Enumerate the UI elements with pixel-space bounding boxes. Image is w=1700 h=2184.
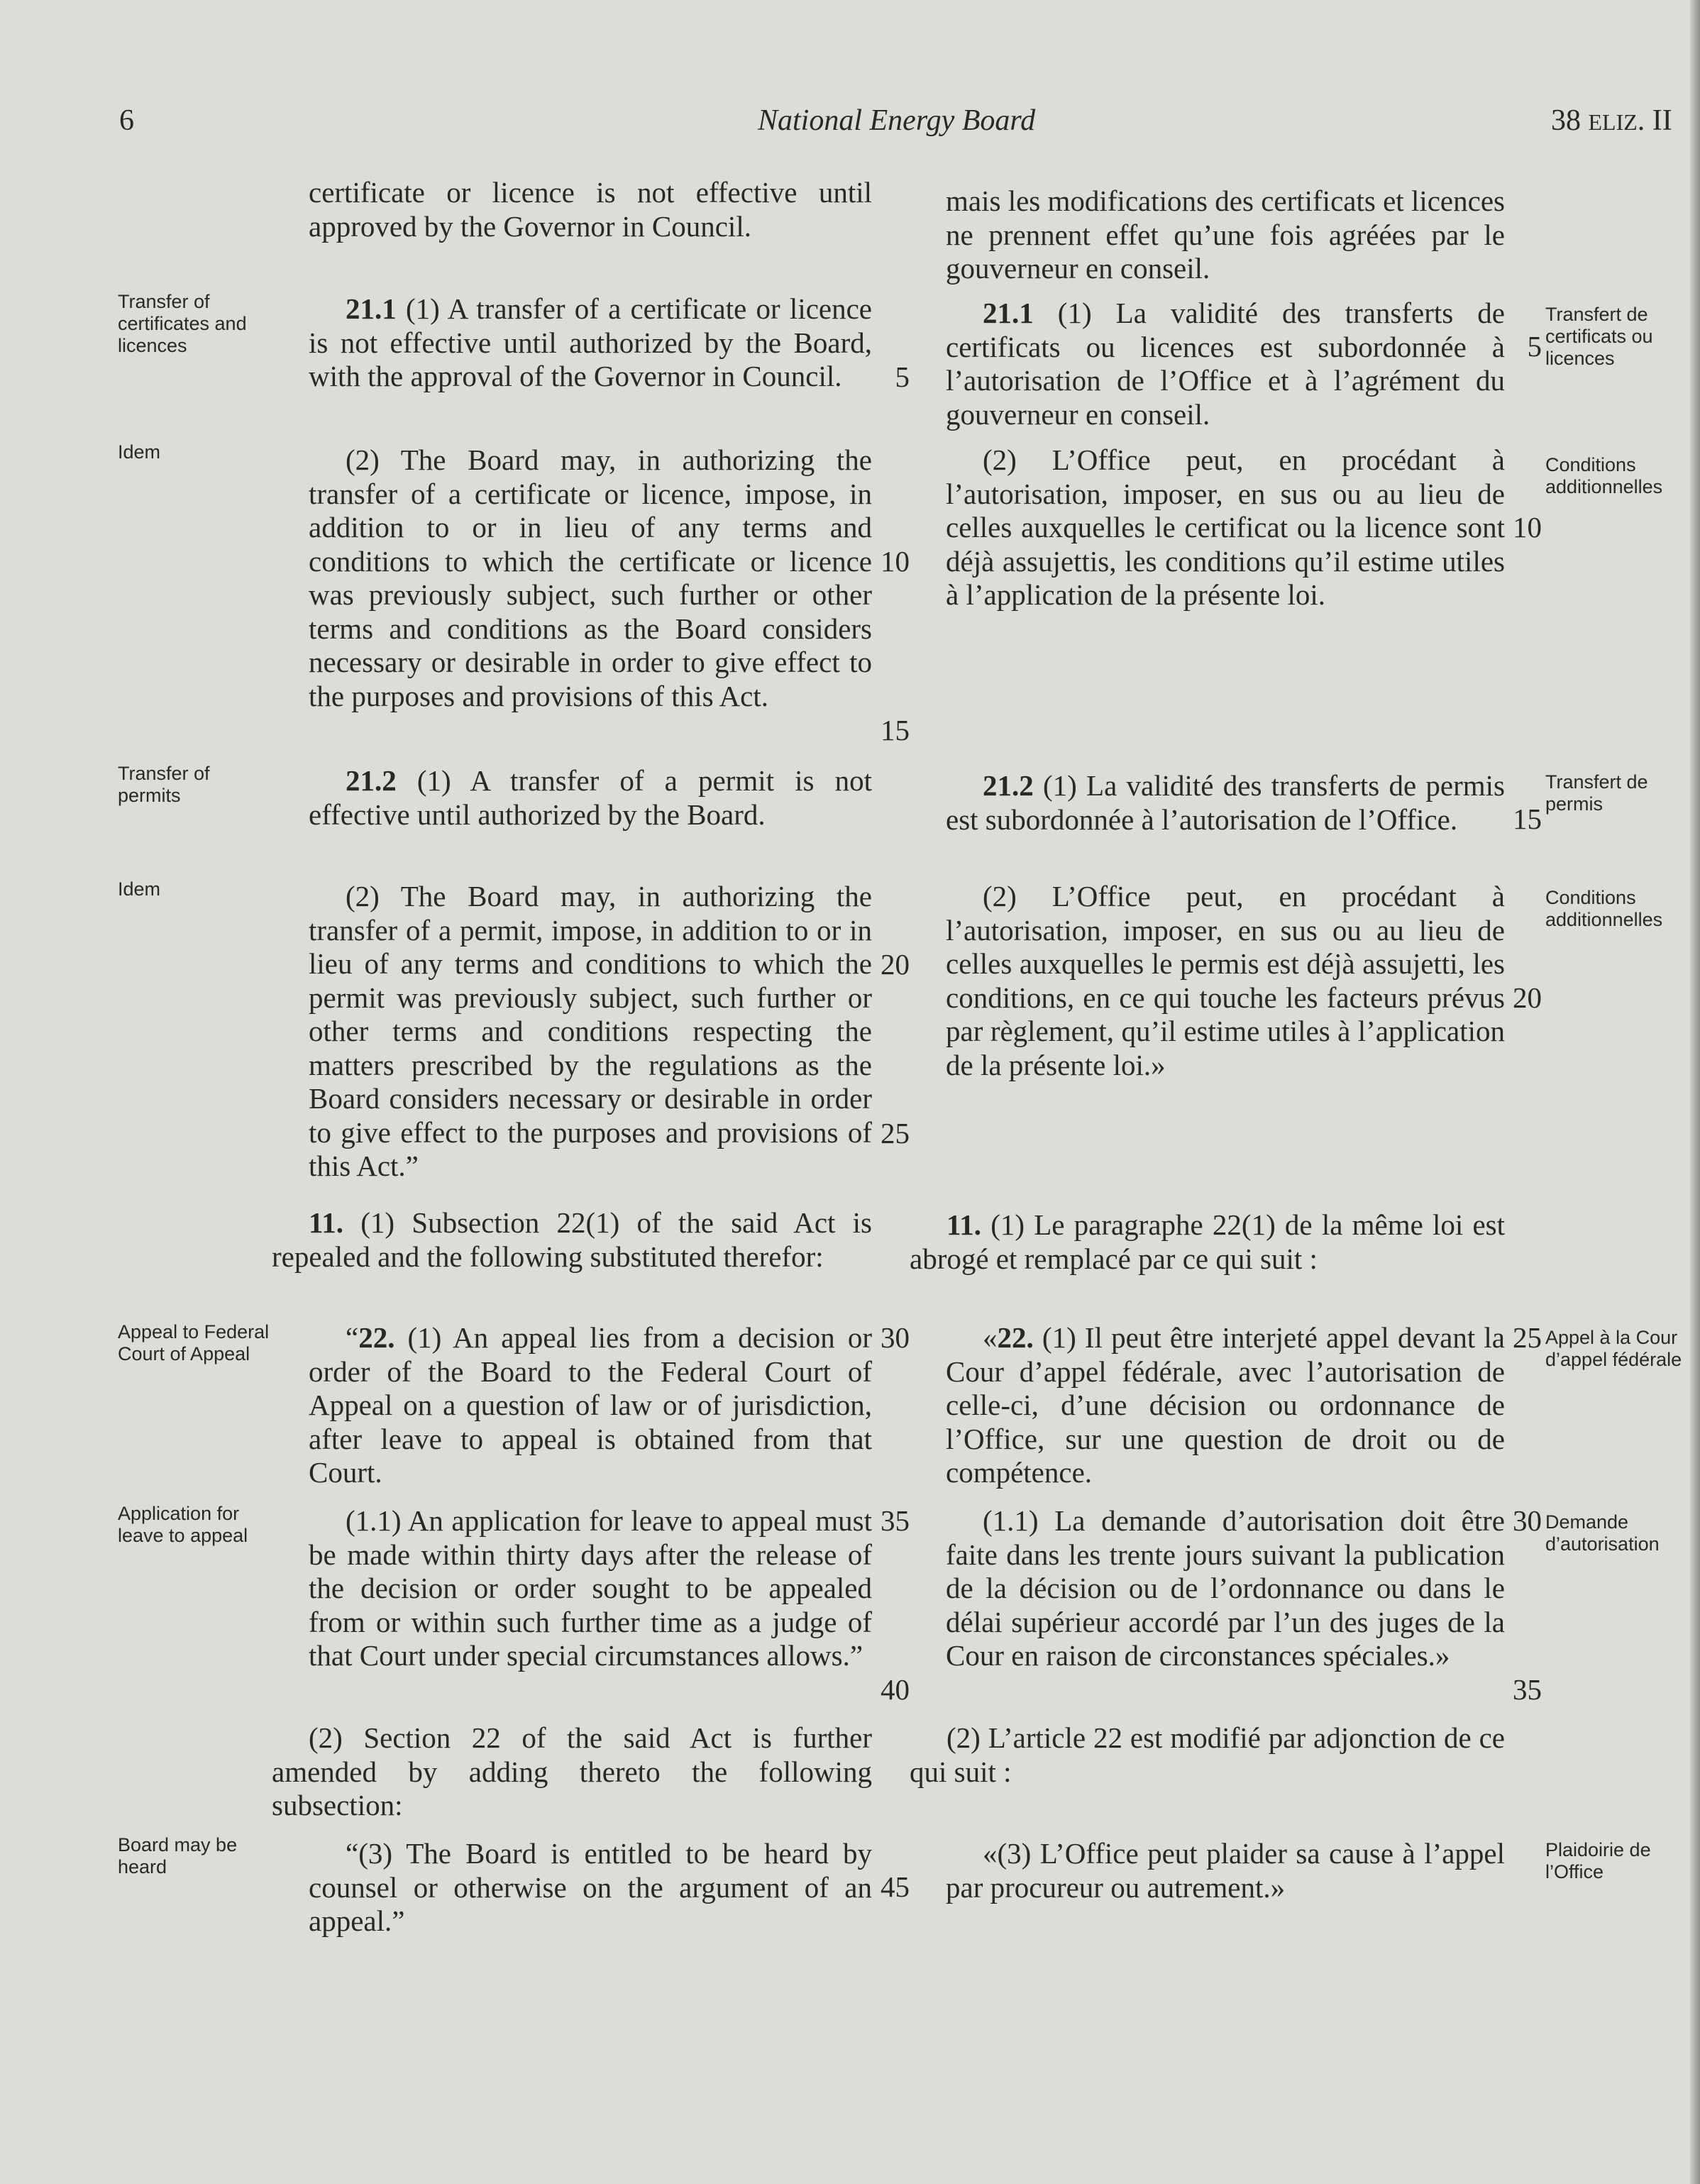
regnal-year-smallcaps: ELIZ — [1588, 109, 1638, 135]
running-title: National Energy Board — [758, 104, 1036, 137]
regnal-year-number: 38 — [1551, 104, 1589, 137]
regnal-year — [1551, 102, 1672, 140]
line-number: 5 — [1527, 330, 1542, 363]
french-para-7: «22. (1) Il peut être interjeté appel devant la Cour d’appel fédérale, avec l’autorisation de celle-ci, d’une décision ou ordonnance de l’Office, sur une question de droit ou de compétence. — [946, 1321, 1505, 1489]
line-number: 10 — [881, 545, 910, 578]
margin-note-right: Conditions additionnelles — [1545, 887, 1663, 930]
line-number: 35 — [881, 1504, 910, 1537]
line-number: 20 — [1513, 981, 1542, 1014]
margin-note-right: Conditions additionnelles — [1545, 454, 1663, 497]
margin-note-left: Application for leave to appeal — [118, 1503, 248, 1546]
english-para-7: “22. (1) An appeal lies from a decision or order of the Board to the Federal Court of Appeal on a question of law or of jurisdiction, after leave to appeal is obtained from that Court. — [309, 1321, 872, 1489]
english-para-10: “(3) The Board is entitled to be heard by counsel or otherwise on the argument of an appeal.” — [309, 1837, 872, 1937]
french-para-2: 21.1 (1) La validité des transferts de certificats ou licences est subordonnée à l’autorisation de l’Office et à l’agrément du gouverneur en conseil. — [946, 297, 1505, 431]
french-para-10: «(3) L’Office peut plaider sa cause à l’appel par procureur ou autrement.» — [946, 1837, 1505, 1904]
french-para-8: (1.1) La demande d’autorisation doit être faite dans les trente jours suivant la publication de la décision ou de l’ordonnance ou dans le délai supérieur accordé par l’un des juges de la Cour en raison de circonstances spéciales.» — [946, 1504, 1505, 1672]
regnal-year-suffix: . II — [1637, 104, 1672, 137]
margin-note-right: Transfert de permis — [1545, 771, 1648, 815]
english-para-8: (1.1) An application for leave to appeal must be made within thirty days after the release of the decision or order sought to be appealed from or within such further time as a judge of that Court under special circumstances allows.” — [309, 1504, 872, 1672]
margin-note-left: Transfer of certificates and licences — [118, 291, 247, 356]
line-number: 30 — [1513, 1504, 1542, 1537]
margin-note-right: Demande d’autorisation — [1545, 1511, 1660, 1555]
english-para-9: (2) Section 22 of the said Act is further amended by adding thereto the following subsection: — [272, 1721, 872, 1821]
margin-note-left: Idem — [118, 878, 161, 900]
line-number: 45 — [881, 1870, 910, 1903]
page-number: 6 — [119, 104, 134, 137]
line-number: 20 — [881, 948, 910, 981]
line-number: 30 — [881, 1321, 910, 1354]
margin-note-left: Board may be heard — [118, 1834, 238, 1877]
line-number: 35 — [1513, 1673, 1542, 1706]
french-para-3: (2) L’Office peut, en procédant à l’autorisation, imposer, en sus ou au lieu de celles auxquelles le certificat ou la licence sont déjà assujettis, les conditions qu’il estime utiles à l’application de la présente loi. — [946, 443, 1505, 611]
line-number: 25 — [881, 1117, 910, 1149]
english-para-5: (2) The Board may, in authorizing the transfer of a permit, impose, in addition to or in lieu of any terms and conditions to which the permit was previously subject, such further or other terms and conditions respecting the matters prescribed by the regulations as the Board considers necessary or desirable in order to give effect to the purposes and provisions of this Act.” — [309, 880, 872, 1182]
english-para-2: 21.1 (1) A transfer of a certificate or licence is not effective until authorized by the Board, with the approval of the Governor in Council. — [309, 292, 872, 392]
english-para-3: (2) The Board may, in authorizing the transfer of a certificate or licence, impose, in addition to or in lieu of any terms and conditions to which the certificate or licence was previously subject, such further or other terms and conditions as the Board considers necessary or desirable in order to give effect to the purposes and provisions of this Act. — [309, 443, 872, 712]
line-number: 15 — [1513, 803, 1542, 835]
margin-note-right: Plaidoirie de l’Office — [1545, 1839, 1651, 1882]
line-number: 15 — [881, 714, 910, 746]
line-number: 5 — [895, 360, 910, 393]
margin-note-right: Appel à la Cour d’appel fédérale — [1545, 1327, 1682, 1370]
line-number: 25 — [1513, 1321, 1542, 1354]
margin-note-left: Idem — [118, 441, 161, 463]
line-number: 10 — [1513, 511, 1542, 544]
french-para-4: 21.2 (1) La validité des transferts de permis est subordonnée à l’autorisation de l’Office. — [946, 769, 1505, 836]
french-para-9: (2) L’article 22 est modifié par adjonction de ce qui suit : — [910, 1721, 1505, 1788]
french-para-1: mais les modifications des certificats et licences ne prennent effet qu’une fois agréées par le gouverneur en conseil. — [946, 184, 1505, 285]
margin-note-left: Appeal to Federal Court of Appeal — [118, 1321, 270, 1364]
english-para-4: 21.2 (1) A transfer of a permit is not effective until authorized by the Board. — [309, 764, 872, 831]
french-para-6: 11. (1) Le paragraphe 22(1) de la même loi est abrogé et remplacé par ce qui suit : — [910, 1208, 1505, 1275]
english-para-1: certificate or licence is not effective until approved by the Governor in Council. — [309, 176, 872, 243]
margin-note-right: Transfert de certificats ou licences — [1545, 304, 1653, 369]
french-para-5: (2) L’Office peut, en procédant à l’autorisation, imposer, en sus ou au lieu de celles auxquelles le permis est déjà assujetti, les conditions, en ce qui touche les facteurs prévus par règlement, qu’il estime utiles à l’application de la présente loi.» — [946, 880, 1505, 1081]
line-number: 40 — [881, 1673, 910, 1706]
margin-note-left: Transfer of permits — [118, 763, 210, 806]
english-para-6: 11. (1) Subsection 22(1) of the said Act is repealed and the following substituted therefor: — [272, 1206, 872, 1273]
page-edge-shadow — [1690, 0, 1700, 2184]
